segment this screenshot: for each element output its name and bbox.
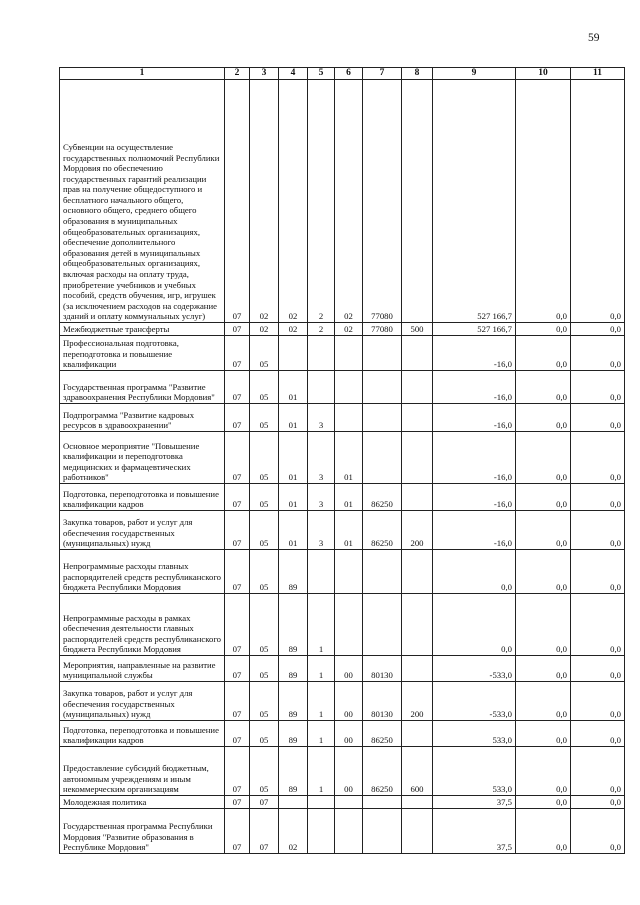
- amount-3-cell: 0,0: [571, 80, 625, 323]
- header-cell: 7: [363, 68, 402, 80]
- header-cell: 9: [433, 68, 516, 80]
- amount-2-cell: 0,0: [516, 484, 571, 511]
- table-row: [60, 747, 625, 796]
- amount-cell: -16,0: [433, 484, 516, 511]
- amount-cell: 37,5: [433, 796, 516, 809]
- expense-type-cell: [402, 80, 433, 323]
- header-cell: 6: [335, 68, 363, 80]
- amount-cell: 0,0: [433, 550, 516, 594]
- subprogram-code-cell: [308, 809, 335, 854]
- direction-code-cell: [363, 809, 402, 854]
- subsection-code-cell: 02: [250, 323, 279, 336]
- amount-cell: -16,0: [433, 511, 516, 550]
- event-code-cell: [335, 809, 363, 854]
- amount-2-cell: 0,0: [516, 511, 571, 550]
- program-code-cell: 01: [279, 432, 308, 484]
- event-code-cell: [335, 550, 363, 594]
- expense-type-cell: [402, 809, 433, 854]
- amount-3-cell: 0,0: [571, 336, 625, 371]
- amount-2-cell: 0,0: [516, 747, 571, 796]
- subprogram-code-cell: [308, 336, 335, 371]
- program-code-cell: 89: [279, 656, 308, 682]
- section-code-cell: 07: [225, 432, 250, 484]
- subsection-code-cell: 05: [250, 747, 279, 796]
- section-code-cell: 07: [225, 550, 250, 594]
- subprogram-code-cell: [308, 796, 335, 809]
- section-code-cell: 07: [225, 511, 250, 550]
- amount-cell: 0,0: [433, 594, 516, 656]
- amount-3-cell: 0,0: [571, 809, 625, 854]
- amount-3-cell: 0,0: [571, 511, 625, 550]
- subprogram-code-cell: 1: [308, 594, 335, 656]
- expense-type-cell: 600: [402, 747, 433, 796]
- direction-code-cell: [363, 594, 402, 656]
- amount-2-cell: 0,0: [516, 721, 571, 747]
- header-row: [60, 68, 625, 80]
- amount-2-cell: 0,0: [516, 336, 571, 371]
- table-row: [60, 594, 625, 656]
- row-name-cell: Государственная программа Республики Мордовия "Развитие образования в Республике Мордовия": [60, 809, 225, 854]
- direction-code-cell: [363, 796, 402, 809]
- header-cell: 5: [308, 68, 335, 80]
- expense-type-cell: [402, 796, 433, 809]
- row-name-cell: Молодежная политика: [60, 796, 225, 809]
- subprogram-code-cell: 2: [308, 80, 335, 323]
- header-cell: 1: [60, 68, 225, 80]
- subprogram-code-cell: 3: [308, 432, 335, 484]
- expense-type-cell: [402, 550, 433, 594]
- direction-code-cell: 77080: [363, 80, 402, 323]
- row-name-cell: Мероприятия, направленные на развитие муниципальной службы: [60, 656, 225, 682]
- program-code-cell: 89: [279, 550, 308, 594]
- amount-cell: -16,0: [433, 404, 516, 432]
- amount-cell: 527 166,7: [433, 323, 516, 336]
- amount-3-cell: 0,0: [571, 656, 625, 682]
- table-row: [60, 809, 625, 854]
- amount-3-cell: 0,0: [571, 371, 625, 404]
- program-code-cell: 89: [279, 747, 308, 796]
- amount-cell: 533,0: [433, 721, 516, 747]
- program-code-cell: 02: [279, 323, 308, 336]
- table-row: [60, 484, 625, 511]
- amount-2-cell: 0,0: [516, 432, 571, 484]
- table-row: [60, 80, 625, 323]
- subsection-code-cell: 07: [250, 809, 279, 854]
- row-name-cell: Подготовка, переподготовка и повышение квалификации кадров: [60, 721, 225, 747]
- row-name-cell: Государственная программа "Развитие здравоохранения Республики Мордовия": [60, 371, 225, 404]
- section-code-cell: 07: [225, 404, 250, 432]
- subprogram-code-cell: [308, 550, 335, 594]
- event-code-cell: [335, 336, 363, 371]
- amount-3-cell: 0,0: [571, 747, 625, 796]
- amount-cell: -16,0: [433, 371, 516, 404]
- event-code-cell: 02: [335, 80, 363, 323]
- amount-cell: -16,0: [433, 432, 516, 484]
- expense-type-cell: [402, 371, 433, 404]
- direction-code-cell: 86250: [363, 484, 402, 511]
- section-code-cell: 07: [225, 371, 250, 404]
- amount-cell: 527 166,7: [433, 80, 516, 323]
- subprogram-code-cell: [308, 371, 335, 404]
- program-code-cell: 89: [279, 721, 308, 747]
- amount-2-cell: 0,0: [516, 796, 571, 809]
- table-row: [60, 336, 625, 371]
- program-code-cell: 01: [279, 511, 308, 550]
- row-name-cell: Подпрограмма "Развитие кадровых ресурсов в здравоохранении": [60, 404, 225, 432]
- amount-cell: -533,0: [433, 682, 516, 721]
- amount-2-cell: 0,0: [516, 550, 571, 594]
- event-code-cell: 01: [335, 484, 363, 511]
- program-code-cell: 01: [279, 484, 308, 511]
- section-code-cell: 07: [225, 682, 250, 721]
- program-code-cell: [279, 336, 308, 371]
- direction-code-cell: 80130: [363, 682, 402, 721]
- amount-3-cell: 0,0: [571, 550, 625, 594]
- program-code-cell: 01: [279, 371, 308, 404]
- amount-3-cell: 0,0: [571, 404, 625, 432]
- subsection-code-cell: 05: [250, 404, 279, 432]
- subsection-code-cell: 02: [250, 80, 279, 323]
- amount-2-cell: 0,0: [516, 682, 571, 721]
- direction-code-cell: [363, 336, 402, 371]
- event-code-cell: 00: [335, 682, 363, 721]
- expense-type-cell: [402, 594, 433, 656]
- row-name-cell: Основное мероприятие "Повышение квалификации и переподготовка медицинских и фармацевтических работников": [60, 432, 225, 484]
- direction-code-cell: 86250: [363, 721, 402, 747]
- table-row: [60, 550, 625, 594]
- event-code-cell: 00: [335, 656, 363, 682]
- table-row: [60, 323, 625, 336]
- subprogram-code-cell: 1: [308, 682, 335, 721]
- subsection-code-cell: 05: [250, 594, 279, 656]
- event-code-cell: 02: [335, 323, 363, 336]
- event-code-cell: [335, 404, 363, 432]
- amount-3-cell: 0,0: [571, 484, 625, 511]
- subsection-code-cell: 05: [250, 656, 279, 682]
- budget-table: [59, 67, 625, 854]
- expense-type-cell: 200: [402, 511, 433, 550]
- amount-3-cell: 0,0: [571, 682, 625, 721]
- amount-2-cell: 0,0: [516, 323, 571, 336]
- event-code-cell: [335, 594, 363, 656]
- expense-type-cell: [402, 721, 433, 747]
- amount-2-cell: 0,0: [516, 404, 571, 432]
- event-code-cell: 00: [335, 721, 363, 747]
- subprogram-code-cell: 3: [308, 404, 335, 432]
- amount-2-cell: 0,0: [516, 809, 571, 854]
- direction-code-cell: 86250: [363, 747, 402, 796]
- subprogram-code-cell: 1: [308, 721, 335, 747]
- subprogram-code-cell: 3: [308, 484, 335, 511]
- amount-2-cell: 0,0: [516, 80, 571, 323]
- subprogram-code-cell: 3: [308, 511, 335, 550]
- expense-type-cell: [402, 404, 433, 432]
- table-row: [60, 371, 625, 404]
- program-code-cell: 01: [279, 404, 308, 432]
- subprogram-code-cell: 2: [308, 323, 335, 336]
- table-body: [60, 68, 625, 854]
- row-name-cell: Межбюджетные трансферты: [60, 323, 225, 336]
- row-name-cell: Закупка товаров, работ и услуг для обеспечения государственных (муниципальных) нужд: [60, 511, 225, 550]
- amount-3-cell: 0,0: [571, 594, 625, 656]
- table-row: [60, 682, 625, 721]
- row-name-cell: Предоставление субсидий бюджетным, автономным учреждениям и иным некоммерческим организациям: [60, 747, 225, 796]
- section-code-cell: 07: [225, 484, 250, 511]
- direction-code-cell: 77080: [363, 323, 402, 336]
- header-cell: 3: [250, 68, 279, 80]
- section-code-cell: 07: [225, 796, 250, 809]
- amount-3-cell: 0,0: [571, 432, 625, 484]
- subsection-code-cell: 05: [250, 682, 279, 721]
- section-code-cell: 07: [225, 721, 250, 747]
- header-cell: 8: [402, 68, 433, 80]
- expense-type-cell: [402, 432, 433, 484]
- expense-type-cell: 500: [402, 323, 433, 336]
- program-code-cell: 02: [279, 80, 308, 323]
- amount-2-cell: 0,0: [516, 594, 571, 656]
- section-code-cell: 07: [225, 747, 250, 796]
- table-row: [60, 404, 625, 432]
- expense-type-cell: [402, 336, 433, 371]
- direction-code-cell: 86250: [363, 511, 402, 550]
- row-name-cell: Непрограммные расходы главных распорядителей средств республиканского бюджета Республики Мордовия: [60, 550, 225, 594]
- subprogram-code-cell: 1: [308, 656, 335, 682]
- amount-cell: 533,0: [433, 747, 516, 796]
- section-code-cell: 07: [225, 323, 250, 336]
- subsection-code-cell: 07: [250, 796, 279, 809]
- expense-type-cell: [402, 656, 433, 682]
- direction-code-cell: 80130: [363, 656, 402, 682]
- event-code-cell: [335, 796, 363, 809]
- amount-3-cell: 0,0: [571, 796, 625, 809]
- expense-type-cell: [402, 484, 433, 511]
- direction-code-cell: [363, 371, 402, 404]
- subprogram-code-cell: 1: [308, 747, 335, 796]
- amount-3-cell: 0,0: [571, 323, 625, 336]
- header-cell: 11: [571, 68, 625, 80]
- header-cell: 2: [225, 68, 250, 80]
- page-number: 59: [588, 32, 600, 44]
- section-code-cell: 07: [225, 656, 250, 682]
- program-code-cell: 89: [279, 682, 308, 721]
- direction-code-cell: [363, 550, 402, 594]
- section-code-cell: 07: [225, 336, 250, 371]
- row-name-cell: Подготовка, переподготовка и повышение квалификации кадров: [60, 484, 225, 511]
- table-row: [60, 511, 625, 550]
- amount-3-cell: 0,0: [571, 721, 625, 747]
- event-code-cell: 01: [335, 432, 363, 484]
- subsection-code-cell: 05: [250, 550, 279, 594]
- event-code-cell: [335, 371, 363, 404]
- table-row: [60, 796, 625, 809]
- table-row: [60, 656, 625, 682]
- direction-code-cell: [363, 404, 402, 432]
- section-code-cell: 07: [225, 594, 250, 656]
- subsection-code-cell: 05: [250, 511, 279, 550]
- row-name-cell: Профессиональная подготовка, переподготовка и повышение квалификации: [60, 336, 225, 371]
- subsection-code-cell: 05: [250, 432, 279, 484]
- amount-cell: -533,0: [433, 656, 516, 682]
- subsection-code-cell: 05: [250, 721, 279, 747]
- table-row: [60, 721, 625, 747]
- section-code-cell: 07: [225, 80, 250, 323]
- row-name-cell: Непрограммные расходы в рамках обеспечения деятельности главных распорядителей средств республиканского бюджета Республики Мордовия: [60, 594, 225, 656]
- program-code-cell: 89: [279, 594, 308, 656]
- amount-2-cell: 0,0: [516, 371, 571, 404]
- event-code-cell: 00: [335, 747, 363, 796]
- header-cell: 4: [279, 68, 308, 80]
- event-code-cell: 01: [335, 511, 363, 550]
- row-name-cell: Субвенции на осуществление государственных полномочий Республики Мордовия по обеспечению государственных гарантий реализации прав на получение общедоступного и бесплатного начального общего, основного общего, среднего общего образования в муниципальных общеобразовательных организациях, обеспечение дополнительного образования детей в муниципальных общеобразовательных организациях, включая расходы на оплату труда, приобретение учебников и учебных пособий, средств обучения, игр, игрушек (за исключением расходов на содержание зданий и оплату коммунальных услуг): [60, 80, 225, 323]
- section-code-cell: 07: [225, 809, 250, 854]
- table-row: [60, 432, 625, 484]
- row-name-cell: Закупка товаров, работ и услуг для обеспечения государственных (муниципальных) нужд: [60, 682, 225, 721]
- amount-2-cell: 0,0: [516, 656, 571, 682]
- expense-type-cell: 200: [402, 682, 433, 721]
- direction-code-cell: [363, 432, 402, 484]
- program-code-cell: 02: [279, 809, 308, 854]
- program-code-cell: [279, 796, 308, 809]
- subsection-code-cell: 05: [250, 371, 279, 404]
- header-cell: 10: [516, 68, 571, 80]
- subsection-code-cell: 05: [250, 336, 279, 371]
- subsection-code-cell: 05: [250, 484, 279, 511]
- amount-cell: 37,5: [433, 809, 516, 854]
- amount-cell: -16,0: [433, 336, 516, 371]
